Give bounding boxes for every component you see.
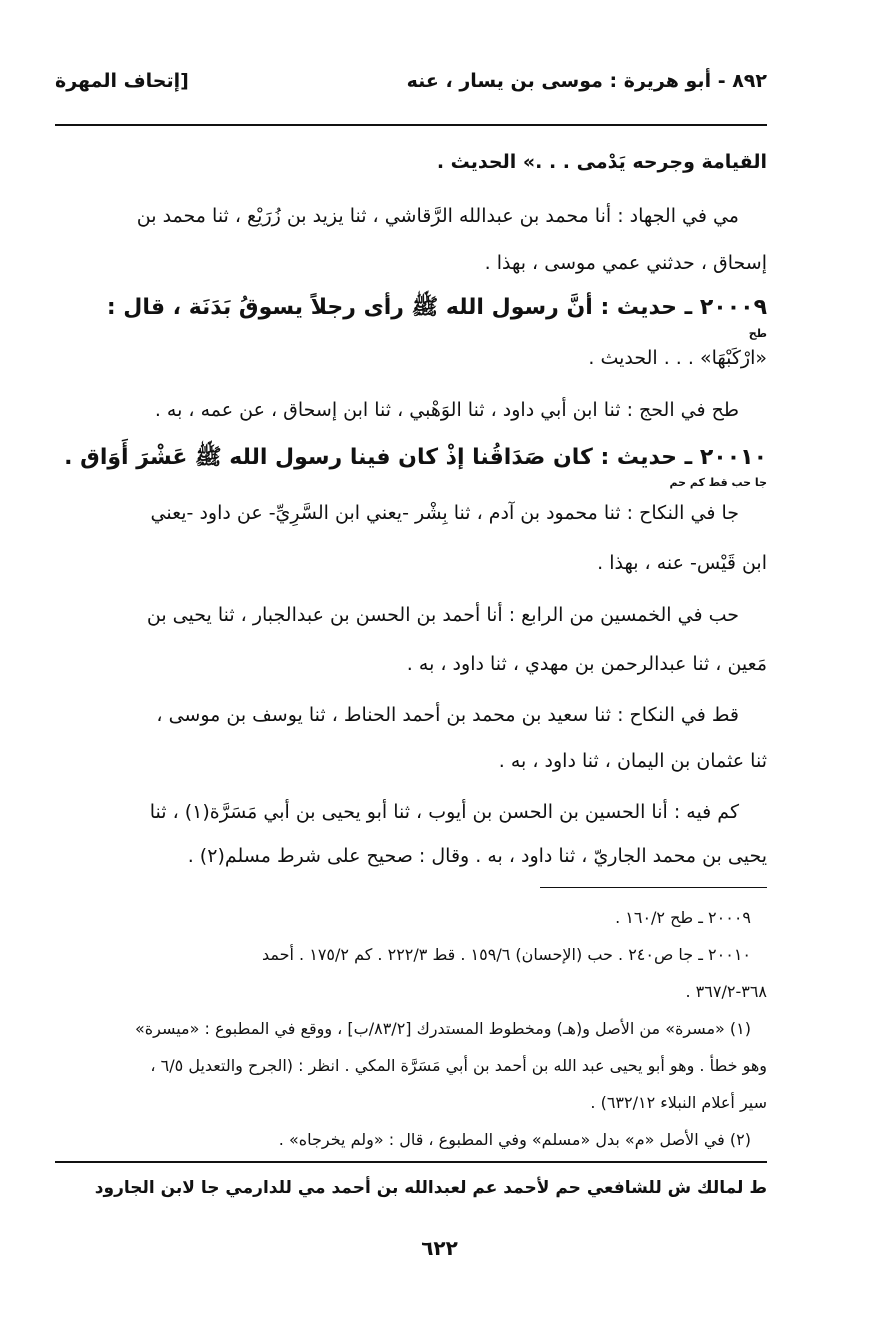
- text-line: ابن قَيْس- عنه ، بهذا .: [597, 552, 767, 574]
- running-header: [55, 70, 767, 106]
- footnote-line: سير أعلام النبلاء ٦٣٢/١٢) .: [590, 1093, 767, 1112]
- header-chapter-title: ٨٩٢ - أبو هريرة : موسى بن يسار ، عنه: [406, 70, 767, 92]
- header-book-title: [إتحاف المهرة: [55, 70, 189, 92]
- abbreviation-key: ط لمالك ش للشافعي حم لأحمد عم لعبدالله بن أحمد مي للدارمي جا لابن الجارود: [94, 1178, 767, 1198]
- text-line: القيامة وجرحه يَدْمى . . .» الحديث .: [436, 151, 767, 173]
- footnote-line: ٣٦٨-٣٦٧/٢ .: [685, 982, 767, 1001]
- text-line: «ارْكَبْهَا» . . . الحديث .: [588, 347, 767, 369]
- text-line: حب في الخمسين من الرابع : أنا أحمد بن الحسن بن عبدالجبار ، ثنا يحيى بن: [146, 604, 739, 626]
- text-line: يحيى بن محمد الجاريّ ، ثنا داود ، به . وقال : صحيح على شرط مسلم(٢) .: [187, 845, 767, 867]
- footnote-line: (٢) في الأصل «م» بدل «مسلم» وفي المطبوع ، قال : «ولم يخرجاه» .: [278, 1130, 751, 1149]
- text-line: ثنا عثمان بن اليمان ، ثنا داود ، به .: [498, 750, 767, 772]
- text-line: جا في النكاح : ثنا محمود بن آدم ، ثنا بِشْر -يعني ابن السَّرِيِّ- عن داود -يعني: [150, 502, 739, 524]
- page-number: ٦٢٢: [421, 1236, 458, 1260]
- footnote-divider: [540, 887, 767, 888]
- source-symbols: طح: [748, 327, 767, 340]
- hadith-heading: ٢٠٠٠٩ ـ حديث : أنَّ رسول الله ﷺ رأى رجلاً يسوقُ بَدَنَة ، قال :: [106, 295, 767, 320]
- text-line: مي في الجهاد : أنا محمد بن عبدالله الرَّقاشي ، ثنا يزيد بن زُرَيْع ، ثنا محمد بن: [136, 205, 739, 227]
- footnote-line: (١) «مسرة» من الأصل و(هـ) ومخطوط المستدرك [٨٣/٢/ب] ، ووقع في المطبوع : «ميسرة»: [134, 1019, 751, 1038]
- hadith-heading: ٢٠٠١٠ ـ حديث : كان صَدَاقُنا إذْ كان فينا رسول الله ﷺ عَشْرَ أَوَاق .: [64, 445, 767, 470]
- footnote-line: ٢٠٠٠٩ ـ طح ١٦٠/٢ .: [615, 908, 751, 927]
- header-divider: [55, 124, 767, 126]
- footer-divider: [55, 1161, 767, 1163]
- text-line: إسحاق ، حدثني عمي موسى ، بهذا .: [484, 252, 767, 274]
- text-line: مَعين ، ثنا عبدالرحمن بن مهدي ، ثنا داود ، به .: [406, 653, 767, 675]
- text-line: طح في الحج : ثنا ابن أبي داود ، ثنا الوَهْبي ، ثنا ابن إسحاق ، عن عمه ، به .: [154, 399, 739, 421]
- text-line: كم فيه : أنا الحسين بن الحسن بن أيوب ، ثنا أبو يحيى بن أبي مَسَرَّة(١) ، ثنا: [149, 801, 739, 823]
- footnote-line: وهو خطأ . وهو أبو يحيى عبد الله بن أحمد بن أبي مَسَرَّة المكي . انظر : (الجرح والتعديل ٦/٥ ،: [150, 1056, 767, 1075]
- text-line: قط في النكاح : ثنا سعيد بن محمد بن أحمد الحناط ، ثنا يوسف بن موسى ،: [156, 704, 739, 726]
- source-symbols: جا حب قط كم حم: [669, 476, 767, 489]
- footnote-line: ٢٠٠١٠ ـ جا ص٢٤٠ . حب (الإحسان) ١٥٩/٦ . قط ٢٢٢/٣ . كم ١٧٥/٢ . أحمد: [261, 945, 751, 964]
